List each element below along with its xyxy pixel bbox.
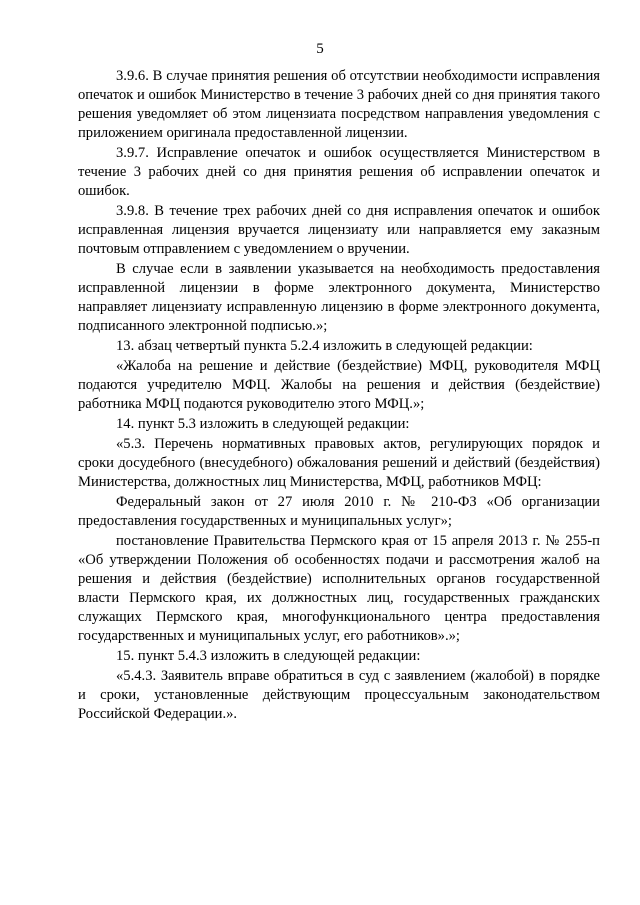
paragraph-5-4-3: «5.4.3. Заявитель вправе обратиться в суд с заявлением (жалобой) в порядке и сроки, установленные действующим процессуальным законодательством Российской Федерации.».	[78, 668, 600, 722]
paragraph-item-15: 15. пункт 5.4.3 изложить в следующей редакции:	[116, 648, 421, 664]
document-body	[78, 67, 600, 725]
paragraph-perm-resolution: постановление Правительства Пермского края от 15 апреля 2013 г. № 255-п «Об утверждении Положения об особенностях подачи и рассмотрения жалоб на решения и действия (бездействие) исполнительных органов государственной власти Пермского края, их должностных лиц, государственных гражданских служащих Пермского края, многофункционального центра предоставления государственных и муниципальных услуг, его работников».»;	[78, 533, 600, 644]
paragraph-item-13: 13. абзац четвертый пункта 5.2.4 изложить в следующей редакции:	[116, 338, 533, 354]
paragraph-3-9-6: 3.9.6. В случае принятия решения об отсутствии необходимости исправления опечаток и ошибок Министерство в течение 3 рабочих дней со дня принятия такого решения уведомляет об этом лицензиата посредством направления уведомления с приложением оригинала предоставленной лицензии.	[78, 68, 600, 141]
paragraph-5-3: «5.3. Перечень нормативных правовых актов, регулирующих порядок и сроки досудебного (внесудебного) обжалования решений и действий (бездействия) Министерства, должностных лиц Министерства, МФЦ, работников МФЦ:	[78, 436, 600, 490]
paragraph-item-14: 14. пункт 5.3 изложить в следующей редакции:	[116, 416, 410, 432]
paragraph-electronic-license: В случае если в заявлении указывается на необходимость предоставления исправленной лицензии в форме электронного документа, Министерство направляет лицензиату исправленную лицензию в форме электронного документа, подписанного электронной подписью.»;	[78, 261, 600, 334]
page-number: 5	[316, 41, 324, 57]
paragraph-3-9-7: 3.9.7. Исправление опечаток и ошибок осуществляется Министерством в течение 3 рабочих дней со дня принятия решения об исправлении опечаток и ошибок.	[78, 145, 600, 199]
paragraph-3-9-8: 3.9.8. В течение трех рабочих дней со дня исправления опечаток и ошибок исправленная лицензия вручается лицензиату или направляется ему заказным почтовым отправлением с уведомлением о вручении.	[78, 203, 600, 257]
paragraph-complaint-mfc: «Жалоба на решение и действие (бездействие) МФЦ, руководителя МФЦ подаются учредителю МФЦ. Жалобы на решения и действия (бездействие) работника МФЦ подаются руководителю этого МФЦ.»;	[78, 358, 600, 412]
paragraph-federal-law: Федеральный закон от 27 июля 2010 г. № 210-ФЗ «Об организации предоставления государственных и муниципальных услуг»;	[78, 494, 600, 529]
